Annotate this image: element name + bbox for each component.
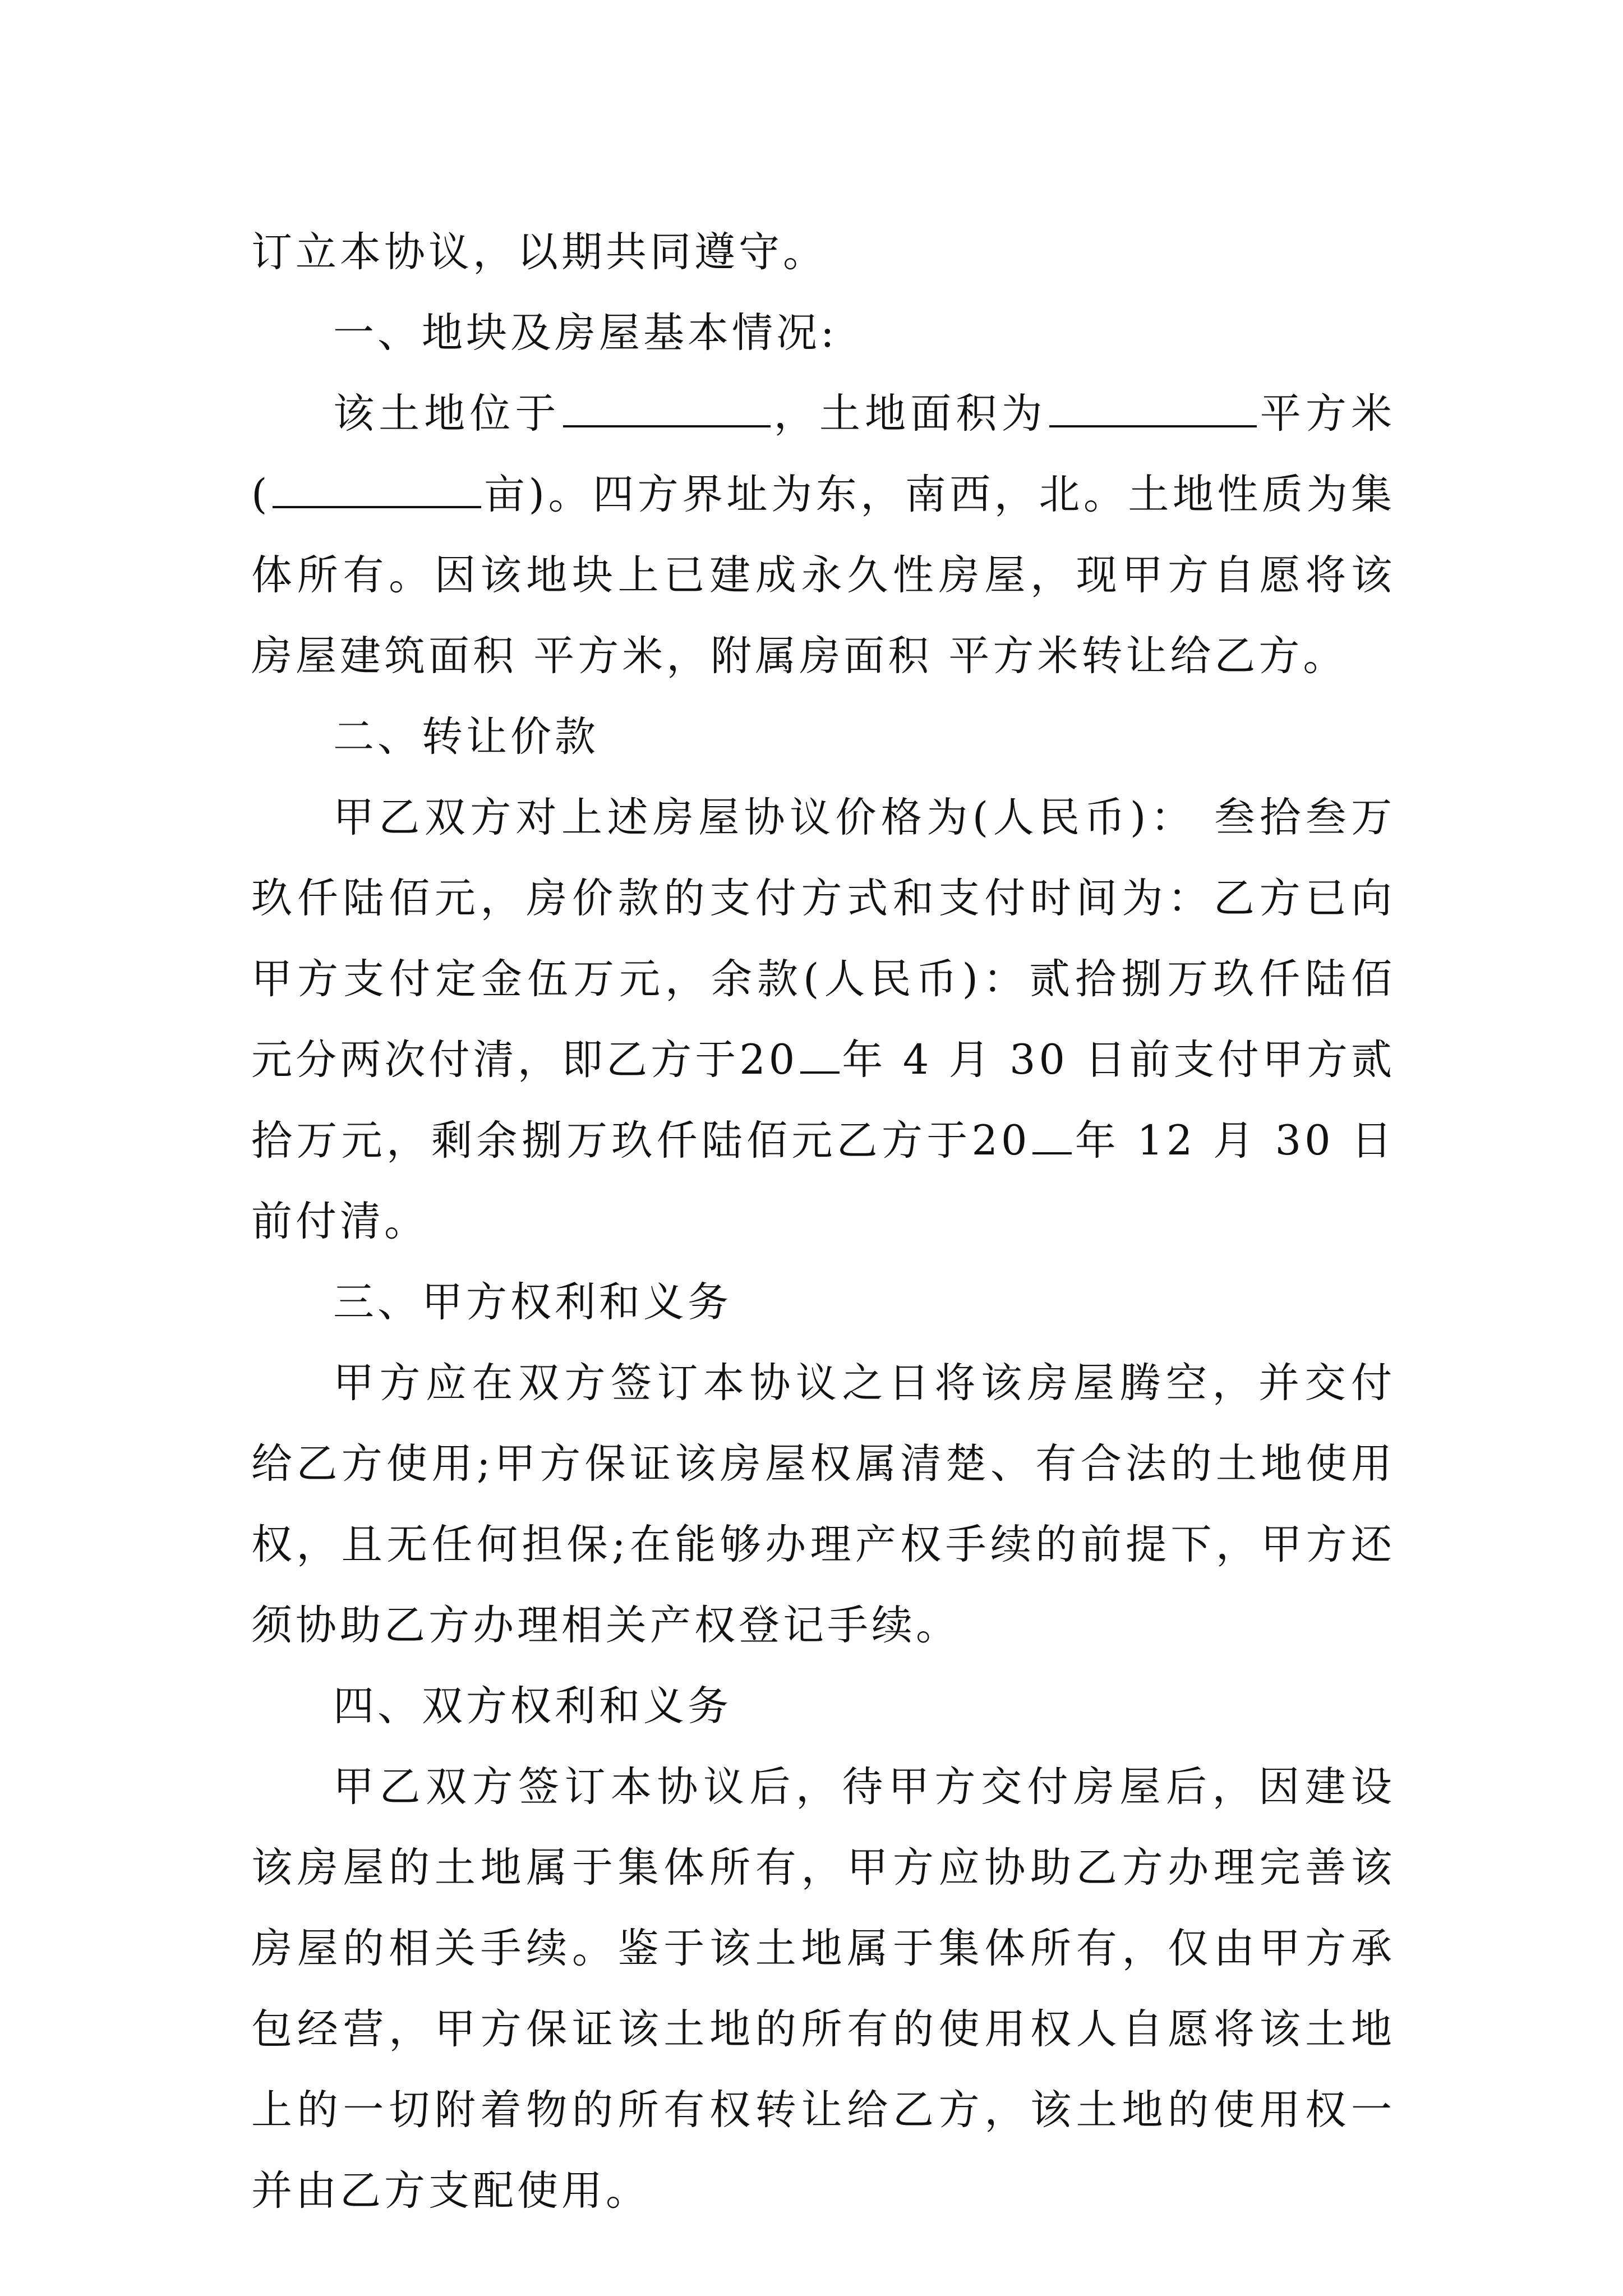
section-3-paragraph [251, 1343, 1395, 1666]
section-4-heading [251, 1666, 1395, 1747]
section-4-text: 甲乙双方签订本协议后，待甲方交付房屋后，因建设该房屋的土地属于集体所有，甲方应协助乙方办理完善该房屋的相关手续。鉴于该土地属于集体所有，仅由甲方承包经营，甲方保证该土地的所有的使用权人自愿将该土地上的一切附着物的所有权转让给乙方，该土地的使用权一并由乙方支配使用。 [251, 1763, 1395, 2215]
mu-blank [273, 472, 481, 508]
section-1-paragraph [251, 374, 1395, 697]
square-meter-label: 平方米( [251, 390, 1396, 518]
section-4-paragraph [251, 1747, 1395, 2231]
price-text-part-2: 年 4 月 30 日前支付甲方贰拾万元，剩余捌万玖仟陆佰元乙方于20 [251, 1036, 1396, 1165]
section-2-paragraph [251, 777, 1395, 1262]
section-3-text: 甲方应在双方签订本协议之日将该房屋腾空，并交付给乙方使用;甲方保证该房屋权属清楚、有合法的土地使用权，且无任何担保;在能够办理产权手续的前提下，甲方还须协助乙方办理相关产权登记手续。 [251, 1359, 1395, 1649]
section-4-heading-text: 四、双方权利和义务 [333, 1682, 732, 1730]
year-blank-1 [800, 1038, 840, 1074]
land-area-blank [1049, 392, 1257, 427]
section-1-rest-text: 亩)。四方界址为东，南西，北。土地性质为集体所有。因该地块上已建成永久性房屋，现甲方自愿将该房屋建筑面积 平方米，附属房面积 平方米转让给乙方。 [251, 471, 1395, 680]
intro-text: 订立本协议，以期共同遵守。 [251, 228, 827, 276]
price-text-part-1: 甲乙双方对上述房屋协议价格为(人民币)： 叁拾叁万玖仟陆佰元，房价款的支付方式和支付时间为：乙方已向甲方支付定金伍万元，余款(人民币)：贰拾捌万玖仟陆佰元分两次付清，即乙方于20 [251, 794, 1395, 1084]
intro-line [251, 212, 1395, 293]
section-3-heading-text: 三、甲方权利和义务 [333, 1278, 732, 1326]
section-1-heading-text: 一、地块及房屋基本情况: [333, 309, 838, 357]
land-area-label: ，土地面积为 [772, 390, 1047, 438]
year-blank-2 [1032, 1119, 1072, 1154]
section-3-heading [251, 1262, 1395, 1343]
section-2-heading-text: 二、转让价款 [333, 713, 599, 761]
land-location-label: 该土地位于 [333, 390, 561, 438]
price-text-part-3: 年 12 月 30 日前付清。 [251, 1117, 1395, 1245]
document-body [251, 212, 1395, 2231]
section-1-heading [251, 293, 1395, 374]
land-location-blank [563, 392, 771, 427]
section-2-heading [251, 697, 1395, 777]
